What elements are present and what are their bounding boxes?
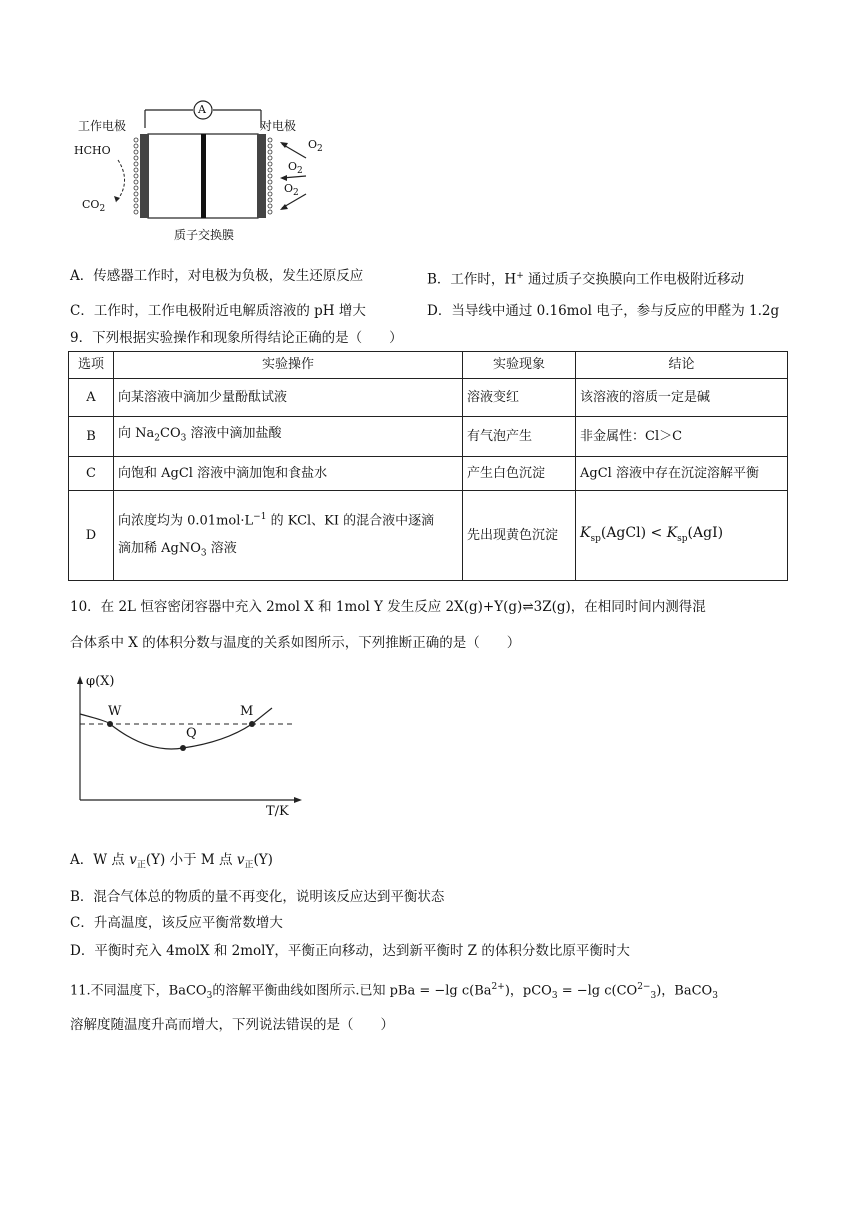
q8-option-b: B．工作时，H+ 通过质子交换膜向工作电极附近移动 (427, 271, 745, 288)
table-cell: 向饱和 AgCl 溶液中滴加饱和食盐水 (114, 457, 463, 491)
o2-label-2: $O_2$ (288, 160, 303, 177)
q10-stem-line1: 10．在 2L 恒容密闭容器中充入 2mol X 和 1mol Y 发生反应 2X(g)+Y(g)⇌3Z(g)，在相同时间内测得混 (70, 599, 706, 615)
q10-option-b: B．混合气体总的物质的量不再变化，说明该反应达到平衡状态 (70, 889, 445, 905)
table-cell: 溶液变红 (463, 379, 576, 417)
point-m-label: M (240, 704, 254, 719)
ammeter-label: A (198, 103, 206, 116)
proton-exchange-membrane (201, 134, 206, 218)
q10-option-c: C．升高温度，该反应平衡常数增大 (70, 915, 283, 931)
q9-stem: 9．下列根据实验操作和现象所得结论正确的是（ ） (70, 330, 403, 346)
table-header: 结论 (576, 352, 788, 379)
hcho-label: HCHO (74, 144, 111, 157)
table-row (69, 379, 788, 417)
table-cell: 有气泡产生 (463, 417, 576, 457)
point-m (249, 721, 255, 727)
q10-option-d: D．平衡时充入 4molX 和 2molY，平衡正向移动，达到新平衡时 Z 的体积分数比原平衡时大 (70, 943, 630, 959)
membrane-label: 质子交换膜 (174, 228, 235, 242)
q8-option-a: A．传感器工作时，对电极为负极，发生还原反应 (70, 268, 364, 284)
point-q-label: Q (186, 726, 197, 741)
q11-stem-line2: 溶解度随温度升高而增大，下列说法错误的是（ ） (70, 1017, 394, 1033)
working-electrode-label: 工作电极 (78, 119, 127, 133)
table-header: 实验操作 (114, 352, 463, 379)
o2-label-1: $O_2$ (308, 138, 323, 155)
table-cell: 向 $Na_2CO_3$ 溶液中滴加盐酸 (114, 417, 463, 457)
co2-label: $CO_2$ (82, 198, 106, 215)
table-cell: 向浓度均为 $0.01mol\cdot L^{-1}$ 的 KCl、KI 的混合液中逐滴 滴加稀 AgNO$_3$ 溶液 (114, 491, 463, 581)
table-header: 实验现象 (463, 352, 576, 379)
point-w-label: W (108, 704, 122, 719)
x-axis-label: T/K (266, 804, 289, 819)
table-cell: 向某溶液中滴加少量酚酞试液 (114, 379, 463, 417)
q10-option-a: A．W 点 $v_正(Y)$ 小于 M 点 $v_正(Y)$ (70, 852, 273, 871)
table-header: 选项 (69, 352, 114, 379)
counter-electrode-label: 对电极 (260, 119, 297, 133)
table-cell: 该溶液的溶质一定是碱 (576, 379, 788, 417)
table-cell: $K_{sp}(AgCl) < K_{sp}(AgI)$ (576, 491, 788, 581)
point-w (107, 721, 113, 727)
y-axis-label: φ(X) (86, 674, 115, 689)
q8-option-c: C．工作时，工作电极附近电解质溶液的 pH 增大 (70, 303, 366, 319)
q11-stem-line1: 11.不同温度下，BaCO$_3$的溶解平衡曲线如图所示.已知 pBa = −lg $c(Ba^{2+})$，pCO$_3$ = −lg $c(CO^{2-}_3)$，BaCO$_3$ (70, 982, 718, 1001)
table-header-row (69, 352, 788, 379)
table-cell: 非金属性：Cl＞C (576, 417, 788, 457)
table-cell: AgCl 溶液中存在沉淀溶解平衡 (576, 457, 788, 491)
q10-graph (70, 672, 310, 822)
table-row (69, 491, 788, 581)
q8-option-d: D．当导线中通过 0.16mol 电子，参与反应的甲醛为 1.2g (427, 303, 780, 319)
q10-stem-line2: 合体系中 X 的体积分数与温度的关系如图所示，下列推断正确的是（ ） (70, 635, 521, 651)
q9-table (68, 351, 788, 581)
table-row (69, 457, 788, 491)
point-q (180, 745, 186, 751)
q8-cell-figure (70, 98, 330, 248)
table-cell: 先出现黄色沉淀 (463, 491, 576, 581)
table-cell: D (69, 491, 114, 581)
table-cell: B (69, 417, 114, 457)
counter-electrode (257, 134, 266, 218)
o2-label-3: $O_2$ (284, 182, 299, 199)
table-row (69, 417, 788, 457)
table-cell: C (69, 457, 114, 491)
table-cell: 产生白色沉淀 (463, 457, 576, 491)
table-cell: A (69, 379, 114, 417)
working-electrode (140, 134, 149, 218)
x-volume-fraction-vs-temperature-graph (70, 672, 310, 822)
